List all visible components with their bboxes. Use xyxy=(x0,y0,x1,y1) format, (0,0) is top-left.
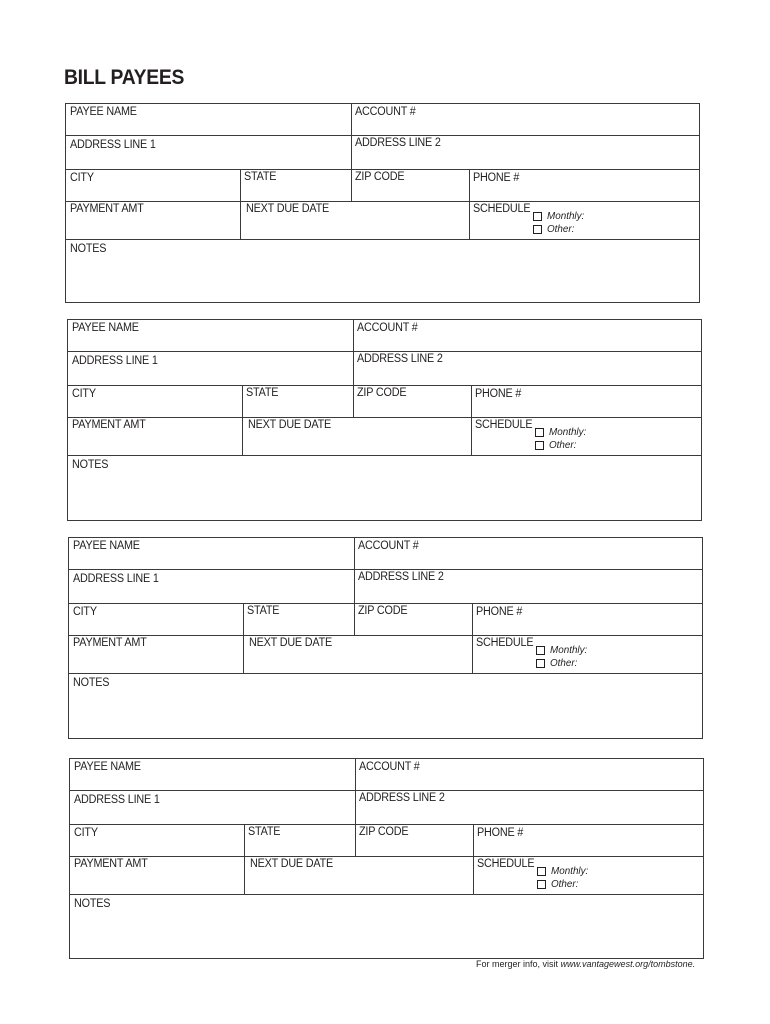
state-label: STATE xyxy=(247,605,280,617)
other-checkbox[interactable] xyxy=(537,880,546,889)
account-label: ACCOUNT # xyxy=(358,540,419,552)
phone-label: PHONE # xyxy=(475,388,522,400)
city-label: CITY xyxy=(73,606,97,618)
other-label: Other: xyxy=(550,657,578,669)
account-label: ACCOUNT # xyxy=(355,106,416,118)
monthly-label: Monthly: xyxy=(550,644,588,656)
monthly-label: Monthly: xyxy=(551,865,589,877)
payee-block-3 xyxy=(68,537,703,739)
address-line-2-label: ADDRESS LINE 2 xyxy=(355,137,441,149)
payee-block-1 xyxy=(65,103,700,303)
state-label: STATE xyxy=(248,826,281,838)
footer-link[interactable]: www.vantagewest.org/tombstone. xyxy=(560,959,696,969)
schedule-label: SCHEDULE xyxy=(473,203,531,215)
payee-name-label: PAYEE NAME xyxy=(73,540,140,552)
other-label: Other: xyxy=(547,223,575,235)
payment-amt-label: PAYMENT AMT xyxy=(70,203,144,215)
city-label: CITY xyxy=(74,827,98,839)
payment-amt-label: PAYMENT AMT xyxy=(74,858,148,870)
payee-block-2 xyxy=(67,319,702,521)
next-due-date-label: NEXT DUE DATE xyxy=(250,858,334,870)
account-label: ACCOUNT # xyxy=(359,761,420,773)
payee-name-label: PAYEE NAME xyxy=(70,106,137,118)
address-line-2-label: ADDRESS LINE 2 xyxy=(357,353,443,365)
payment-amt-label: PAYMENT AMT xyxy=(72,419,146,431)
address-line-1-label: ADDRESS LINE 1 xyxy=(74,794,160,806)
page-title: BILL PAYEES xyxy=(64,66,185,89)
notes-label: NOTES xyxy=(72,459,109,471)
state-label: STATE xyxy=(246,387,279,399)
zip-code-label: ZIP CODE xyxy=(358,605,408,617)
footer-text: For merger info, visit xyxy=(476,959,561,969)
payee-name-label: PAYEE NAME xyxy=(74,761,141,773)
state-label: STATE xyxy=(244,171,277,183)
zip-code-label: ZIP CODE xyxy=(355,171,405,183)
address-line-1-label: ADDRESS LINE 1 xyxy=(72,355,158,367)
zip-code-label: ZIP CODE xyxy=(357,387,407,399)
payee-name-label: PAYEE NAME xyxy=(72,322,139,334)
account-label: ACCOUNT # xyxy=(357,322,418,334)
other-label: Other: xyxy=(549,439,577,451)
monthly-label: Monthly: xyxy=(547,210,585,222)
address-line-1-label: ADDRESS LINE 1 xyxy=(73,573,159,585)
other-checkbox[interactable] xyxy=(533,225,542,234)
phone-label: PHONE # xyxy=(477,827,524,839)
next-due-date-label: NEXT DUE DATE xyxy=(248,419,332,431)
notes-label: NOTES xyxy=(74,898,111,910)
monthly-checkbox[interactable] xyxy=(536,646,545,655)
monthly-checkbox[interactable] xyxy=(537,867,546,876)
monthly-label: Monthly: xyxy=(549,426,587,438)
schedule-label: SCHEDULE xyxy=(475,419,533,431)
monthly-checkbox[interactable] xyxy=(535,428,544,437)
city-label: CITY xyxy=(72,388,96,400)
schedule-label: SCHEDULE xyxy=(477,858,535,870)
footer-note xyxy=(476,959,695,969)
notes-label: NOTES xyxy=(70,243,107,255)
city-label: CITY xyxy=(70,172,94,184)
phone-label: PHONE # xyxy=(476,606,523,618)
payee-block-4 xyxy=(69,758,704,959)
next-due-date-label: NEXT DUE DATE xyxy=(246,203,330,215)
other-label: Other: xyxy=(551,878,579,890)
other-checkbox[interactable] xyxy=(536,659,545,668)
zip-code-label: ZIP CODE xyxy=(359,826,409,838)
other-checkbox[interactable] xyxy=(535,441,544,450)
schedule-label: SCHEDULE xyxy=(476,637,534,649)
address-line-2-label: ADDRESS LINE 2 xyxy=(358,571,444,583)
next-due-date-label: NEXT DUE DATE xyxy=(249,637,333,649)
payment-amt-label: PAYMENT AMT xyxy=(73,637,147,649)
phone-label: PHONE # xyxy=(473,172,520,184)
address-line-2-label: ADDRESS LINE 2 xyxy=(359,792,445,804)
notes-label: NOTES xyxy=(73,677,110,689)
monthly-checkbox[interactable] xyxy=(533,212,542,221)
address-line-1-label: ADDRESS LINE 1 xyxy=(70,139,156,151)
